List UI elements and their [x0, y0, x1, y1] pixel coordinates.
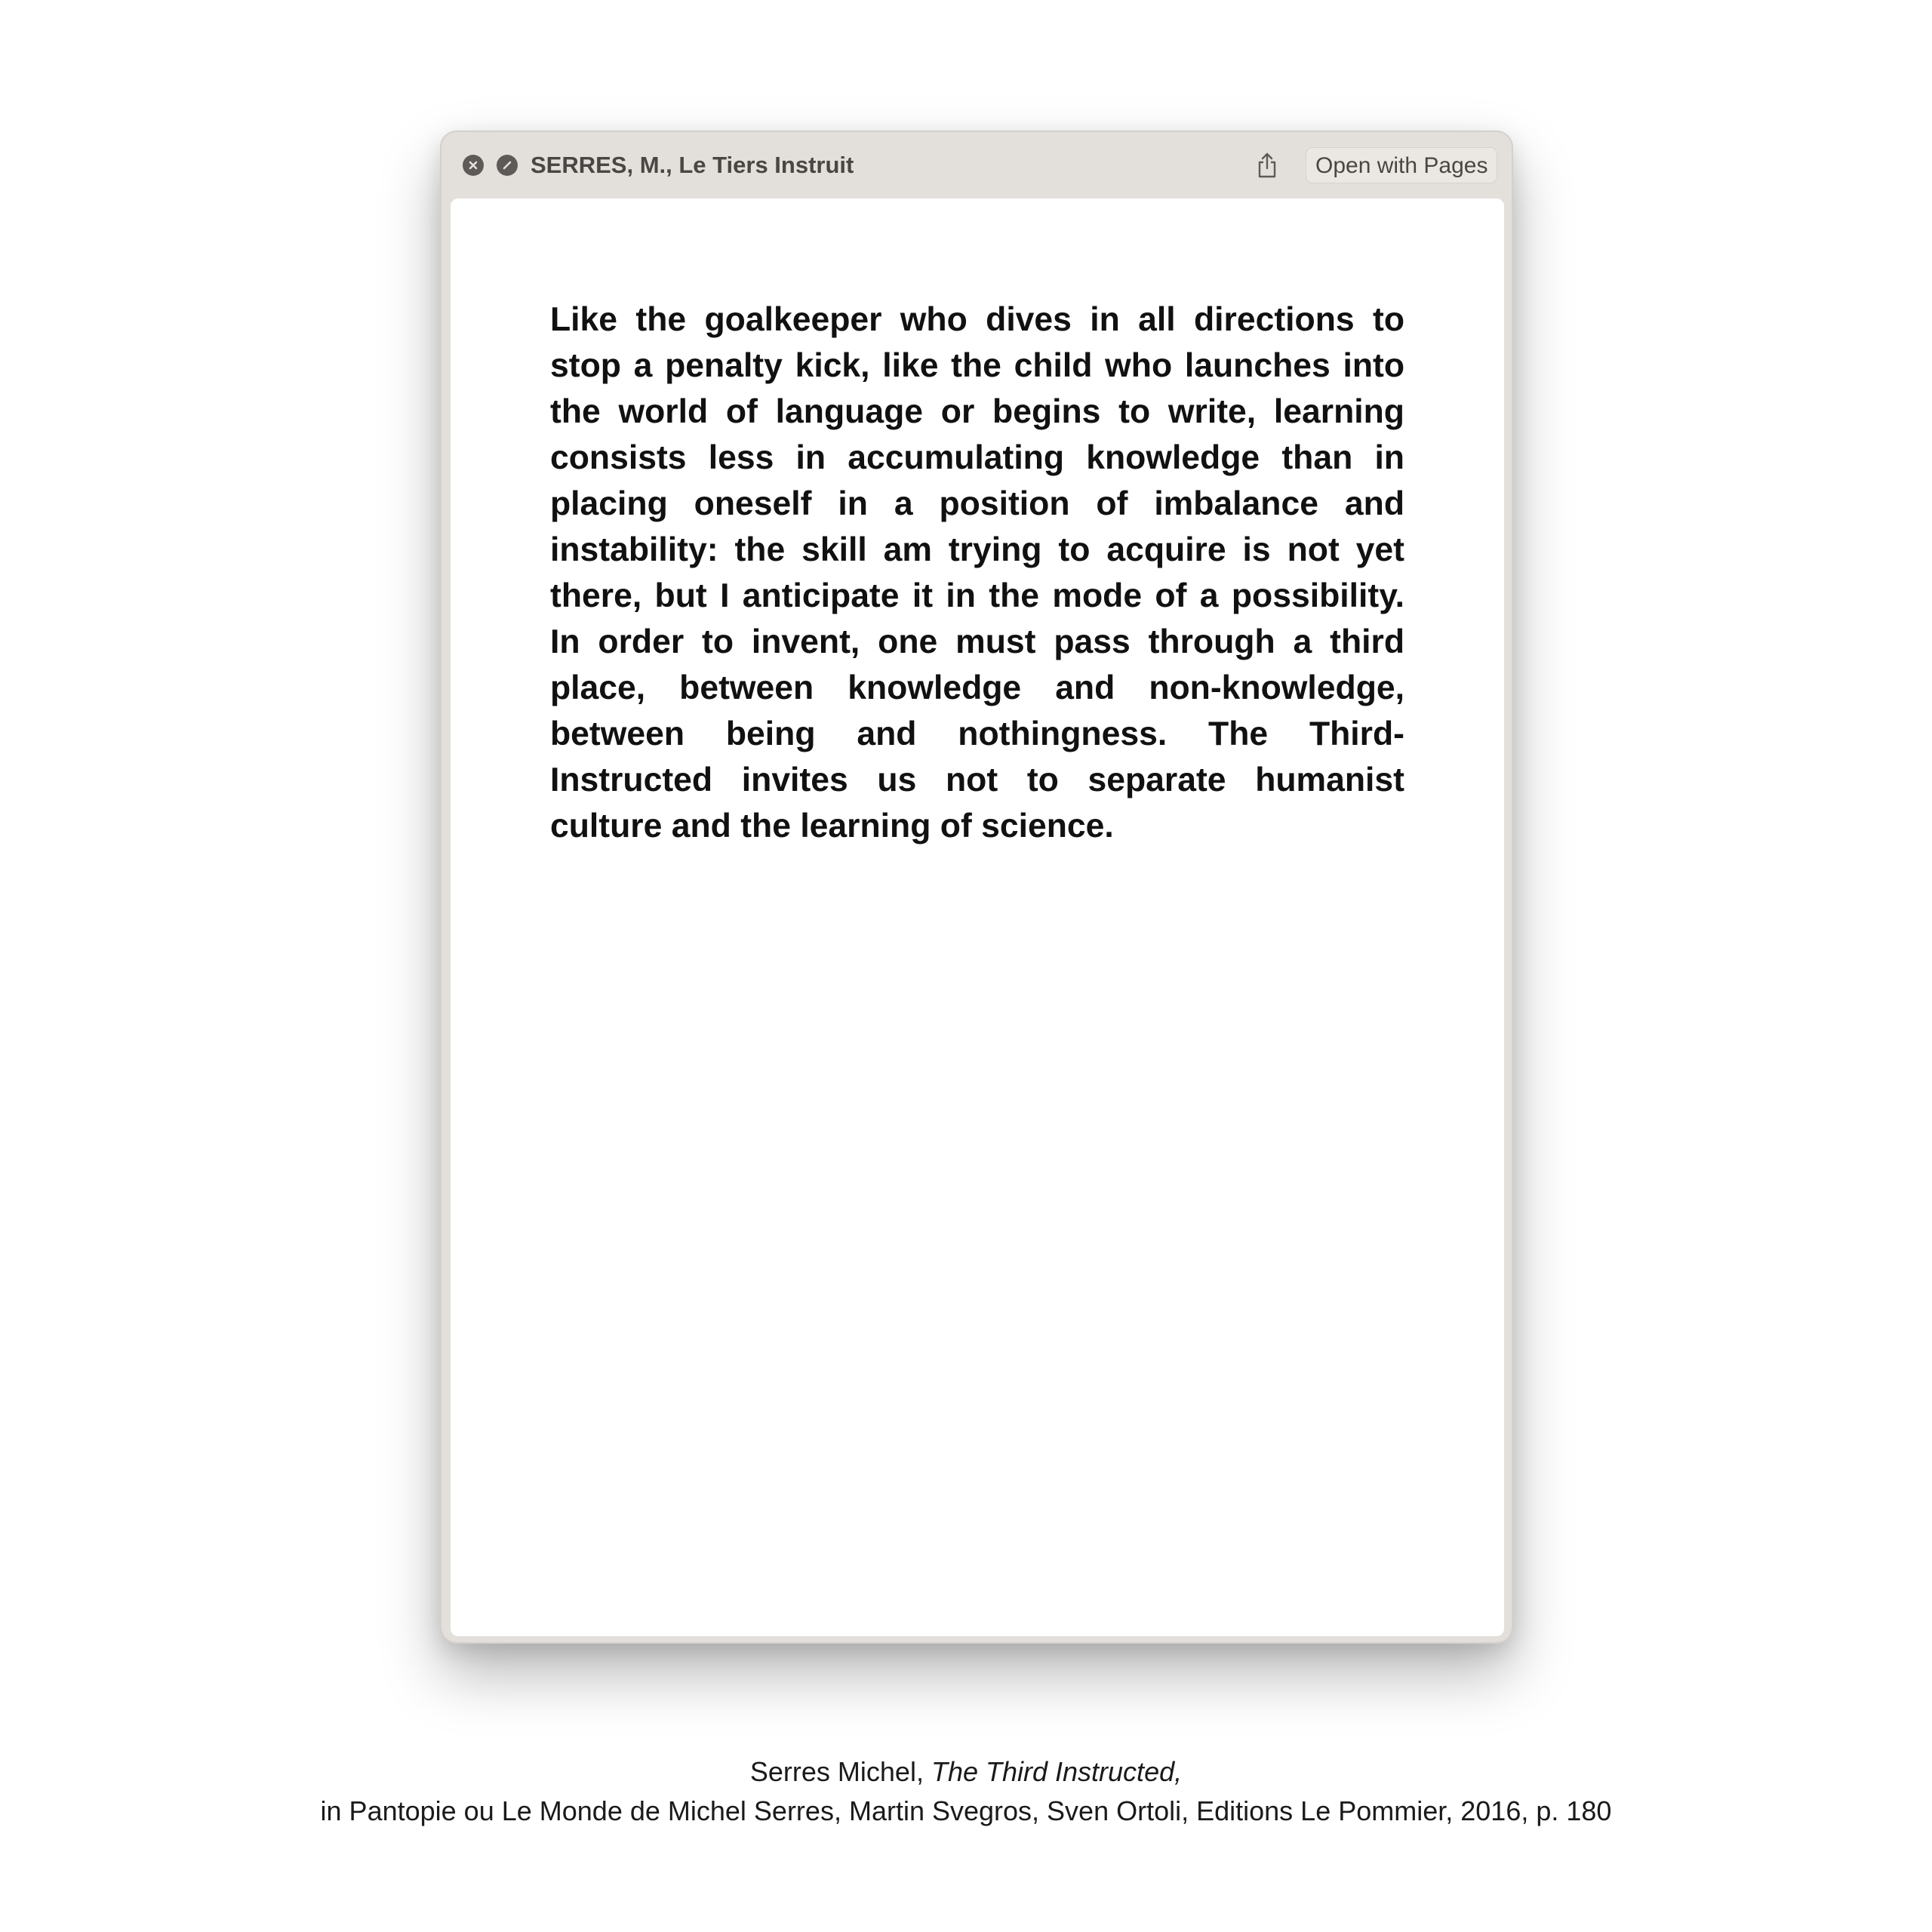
open-with-pages-button[interactable]: Open with Pages: [1306, 147, 1497, 183]
share-icon: [1256, 152, 1278, 179]
share-button[interactable]: [1251, 149, 1284, 182]
document-paragraph: Like the goalkeeper who dives in all directions to stop a penalty kick, like the child who launches into the world of language or begins to write, learning consists less in accumulating knowledge than in placing oneself in a position of imbalance and instability: the skill am trying to acquire is not yet there, but I anticipate it in the mode of a possibility. In order to invent, one must pass through a third place, between knowledge and non-knowledge, between being and nothingness. The Third-Instructed invites us not to separate humanist culture and the learning of science.: [550, 301, 1404, 844]
citation-work-title: The Third Instructed,: [931, 1756, 1183, 1787]
window-titlebar: [441, 132, 1512, 198]
citation-source: in Pantopie ou Le Monde de Michel Serres, Martin Svegros, Sven Ortoli, Editions Le Pommier, 2016, p. 180: [320, 1795, 1612, 1826]
citation-line-1: [0, 1752, 1932, 1792]
citation-author: Serres Michel,: [749, 1756, 931, 1787]
close-icon: [468, 160, 478, 171]
fullscreen-icon: [501, 159, 513, 171]
close-button[interactable]: [463, 155, 484, 176]
citation-caption: [0, 1752, 1932, 1831]
fullscreen-button[interactable]: [497, 155, 518, 176]
document-page: [451, 198, 1504, 1636]
window-title: SERRES, M., Le Tiers Instruit: [531, 152, 854, 178]
quick-look-window: [440, 131, 1513, 1644]
